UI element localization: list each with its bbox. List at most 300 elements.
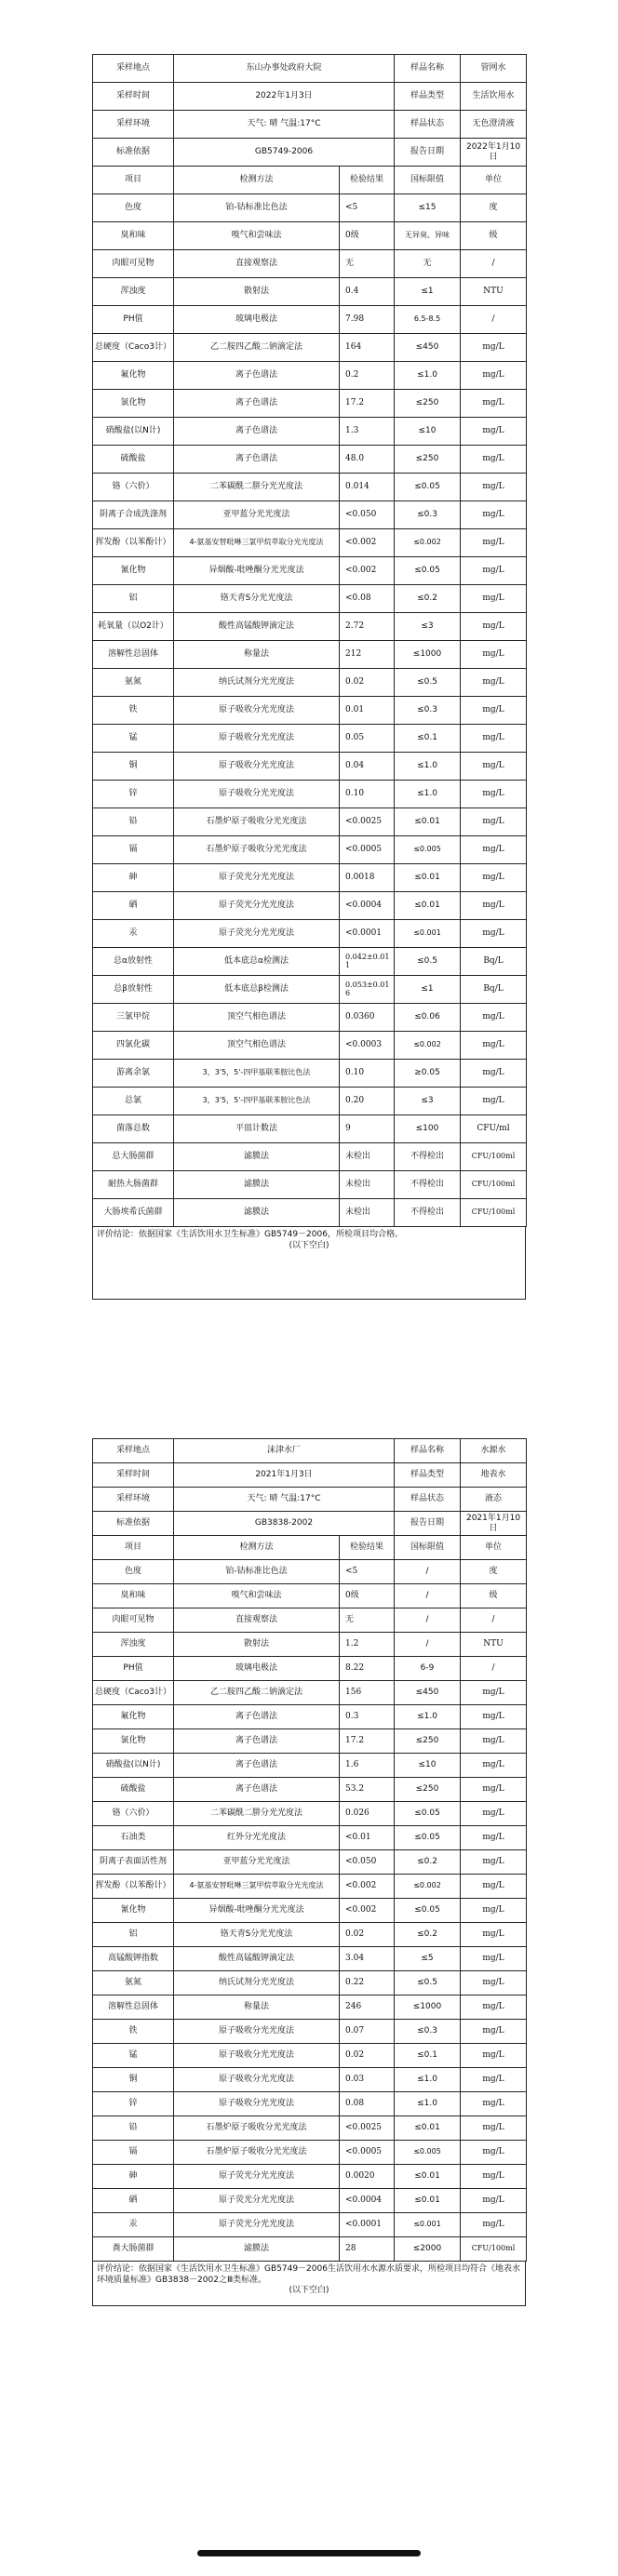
unit: mg/L xyxy=(461,2165,527,2189)
test-item: 汞 xyxy=(93,920,174,948)
test-result: <0.0001 xyxy=(340,2213,395,2237)
unit: mg/L xyxy=(461,1923,527,1947)
unit: mg/L xyxy=(461,390,527,418)
info-value: 管网水 xyxy=(461,55,527,83)
standard-limit: ≤1 xyxy=(395,976,461,1004)
test-result: 9 xyxy=(340,1115,395,1143)
unit: mg/L xyxy=(461,362,527,390)
test-item: 挥发酚（以苯酚计） xyxy=(93,529,174,557)
table-row xyxy=(93,669,527,697)
info-value: 2021年1月10日 xyxy=(461,1512,527,1536)
table-row xyxy=(93,250,527,278)
test-method: 石墨炉原子吸收分光光度法 xyxy=(174,2141,340,2165)
test-method: 离子色谱法 xyxy=(174,446,340,474)
standard-limit: ≤1.0 xyxy=(395,2068,461,2092)
standard-limit: ≤250 xyxy=(395,1729,461,1754)
unit: 度 xyxy=(461,1560,527,1584)
test-method: 离子色谱法 xyxy=(174,390,340,418)
test-method: 低本底总β检测法 xyxy=(174,976,340,1004)
standard-limit: ≤0.05 xyxy=(395,1802,461,1826)
test-method: 铂-钴标准比色法 xyxy=(174,194,340,222)
test-result: 0.014 xyxy=(340,474,395,501)
table-row xyxy=(93,1088,527,1115)
standard-limit: ≤0.1 xyxy=(395,725,461,753)
test-result: <5 xyxy=(340,194,395,222)
test-item: 铅 xyxy=(93,2116,174,2141)
table-row xyxy=(93,1899,527,1923)
test-item: 游离余氯 xyxy=(93,1060,174,1088)
table-row xyxy=(93,1923,527,1947)
test-method: 酸性高锰酸钾滴定法 xyxy=(174,613,340,641)
table-row xyxy=(93,725,527,753)
table-row xyxy=(93,1947,527,1971)
unit: 度 xyxy=(461,194,527,222)
info-value: 2022年1月3日 xyxy=(174,83,395,111)
test-result: 0.02 xyxy=(340,1923,395,1947)
test-item: 铬（六价） xyxy=(93,1802,174,1826)
standard-limit: ≤0.5 xyxy=(395,948,461,976)
standard-limit: ≤0.001 xyxy=(395,920,461,948)
unit: mg/L xyxy=(461,1850,527,1875)
test-item: 铝 xyxy=(93,1923,174,1947)
standard-limit: ≤0.3 xyxy=(395,697,461,725)
test-result: 0级 xyxy=(340,222,395,250)
table-row xyxy=(93,1754,527,1778)
standard-limit: ≤0.01 xyxy=(395,2116,461,2141)
unit: mg/L xyxy=(461,1060,527,1088)
test-item: 锰 xyxy=(93,2044,174,2068)
table-row xyxy=(93,1171,527,1199)
standard-limit: 6-9 xyxy=(395,1657,461,1681)
test-item: 铅 xyxy=(93,808,174,836)
test-item: 锌 xyxy=(93,781,174,808)
table-row xyxy=(93,529,527,557)
info-label: 样品类型 xyxy=(395,1463,461,1488)
test-item: 氯化物 xyxy=(93,1729,174,1754)
info-value: 生活饮用水 xyxy=(461,83,527,111)
column-header-limit: 国标限值 xyxy=(395,1536,461,1560)
table-row xyxy=(93,1826,527,1850)
test-method: 4-氨基安替吡啉三氯甲烷萃取分光光度法 xyxy=(174,1875,340,1899)
test-method: 石墨炉原子吸收分光光度法 xyxy=(174,808,340,836)
standard-limit: / xyxy=(395,1560,461,1584)
table-row xyxy=(93,390,527,418)
test-method: 4-氨基安替吡啉三氯甲烷萃取分光光度法 xyxy=(174,529,340,557)
standard-limit: ≤0.01 xyxy=(395,2189,461,2213)
test-result: <0.0004 xyxy=(340,2189,395,2213)
test-result: 无 xyxy=(340,250,395,278)
test-item: 耐热大肠菌群 xyxy=(93,1171,174,1199)
test-method: 酸性高锰酸钾滴定法 xyxy=(174,1947,340,1971)
test-method: 称量法 xyxy=(174,641,340,669)
table-header-row xyxy=(93,1536,527,1560)
standard-limit: ≤0.06 xyxy=(395,1004,461,1032)
test-item: 高锰酸钾指数 xyxy=(93,1947,174,1971)
standard-limit: ≤450 xyxy=(395,1681,461,1705)
test-item: 总β放射性 xyxy=(93,976,174,1004)
standard-limit: ≤10 xyxy=(395,1754,461,1778)
table-row xyxy=(93,864,527,892)
test-result: 156 xyxy=(340,1681,395,1705)
conclusion-text: 评价结论：依据国家《生活饮用水卫生标准》GB5749－2006生活饮用水水源水质要求，所检项目均符合《地表水环境质量标准》GB3838－2002之Ⅲ类标准。 xyxy=(97,2264,520,2285)
test-result: 0.01 xyxy=(340,697,395,725)
test-method: 原子吸收分光光度法 xyxy=(174,2044,340,2068)
info-row xyxy=(93,1463,527,1488)
test-method: 红外分光光度法 xyxy=(174,1826,340,1850)
info-value: 地表水 xyxy=(461,1463,527,1488)
test-item: 大肠埃希氏菌群 xyxy=(93,1199,174,1227)
test-item: 总α放射性 xyxy=(93,948,174,976)
standard-limit: ≤0.05 xyxy=(395,1826,461,1850)
standard-limit: ≤0.2 xyxy=(395,585,461,613)
test-result: <0.0004 xyxy=(340,892,395,920)
unit: mg/L xyxy=(461,1971,527,1995)
info-value: 水源水 xyxy=(461,1439,527,1463)
test-result: 0.0360 xyxy=(340,1004,395,1032)
test-method: 石墨炉原子吸收分光光度法 xyxy=(174,836,340,864)
info-label: 标准依据 xyxy=(93,139,174,167)
unit: mg/L xyxy=(461,2092,527,2116)
info-value: 2022年1月10日 xyxy=(461,139,527,167)
unit: mg/L xyxy=(461,334,527,362)
standard-limit: ≤0.05 xyxy=(395,1899,461,1923)
table-row xyxy=(93,278,527,306)
unit: mg/L xyxy=(461,2020,527,2044)
report-table xyxy=(92,54,527,1227)
standard-limit: ≤0.5 xyxy=(395,669,461,697)
test-result: 未检出 xyxy=(340,1199,395,1227)
test-item: 铜 xyxy=(93,753,174,781)
test-item: 铜 xyxy=(93,2068,174,2092)
test-result: 0.3 xyxy=(340,1705,395,1729)
test-result: 0.0020 xyxy=(340,2165,395,2189)
table-row xyxy=(93,1875,527,1899)
info-value: GB5749-2006 xyxy=(174,139,395,167)
standard-limit: 无 xyxy=(395,250,461,278)
test-item: 粪大肠菌群 xyxy=(93,2237,174,2262)
test-result: <0.002 xyxy=(340,1875,395,1899)
test-result: <0.0025 xyxy=(340,2116,395,2141)
unit: mg/L xyxy=(461,808,527,836)
column-header-item: 项目 xyxy=(93,1536,174,1560)
column-header-item: 项目 xyxy=(93,167,174,194)
test-result: 0.4 xyxy=(340,278,395,306)
table-row xyxy=(93,1729,527,1754)
test-item: 氟化物 xyxy=(93,362,174,390)
info-label: 报告日期 xyxy=(395,139,461,167)
table-row xyxy=(93,501,527,529)
unit: mg/L xyxy=(461,781,527,808)
info-value: 沫津水厂 xyxy=(174,1439,395,1463)
test-method: 离子色谱法 xyxy=(174,418,340,446)
table-row xyxy=(93,2116,527,2141)
table-row xyxy=(93,1657,527,1681)
unit: CFU/100ml xyxy=(461,1199,527,1227)
test-method: 亚甲蓝分光光度法 xyxy=(174,501,340,529)
standard-limit: ≤0.005 xyxy=(395,2141,461,2165)
test-result: 48.0 xyxy=(340,446,395,474)
test-method: 亚甲蓝分光光度法 xyxy=(174,1850,340,1875)
test-item: 臭和味 xyxy=(93,1584,174,1608)
standard-limit: 不得检出 xyxy=(395,1199,461,1227)
unit: mg/L xyxy=(461,1778,527,1802)
test-item: 总硬度（Caco3计） xyxy=(93,1681,174,1705)
standard-limit: ≤0.2 xyxy=(395,1923,461,1947)
unit: mg/L xyxy=(461,585,527,613)
standard-limit: 6.5-8.5 xyxy=(395,306,461,334)
test-item: 锌 xyxy=(93,2092,174,2116)
test-method: 散射法 xyxy=(174,1633,340,1657)
test-result: 0.053±0.016 xyxy=(340,976,395,1004)
test-item: 肉眼可见物 xyxy=(93,250,174,278)
test-item: 氨氮 xyxy=(93,1971,174,1995)
test-item: 总硬度（Caco3计） xyxy=(93,334,174,362)
unit: mg/L xyxy=(461,529,527,557)
test-item: 硫酸盐 xyxy=(93,1778,174,1802)
conclusion-text: 评价结论：依据国家《生活饮用水卫生标准》GB5749－2006，所检项目均合格。 xyxy=(97,1230,403,1239)
unit: mg/L xyxy=(461,501,527,529)
standard-limit: ≤1.0 xyxy=(395,1705,461,1729)
info-row xyxy=(93,139,527,167)
table-row xyxy=(93,1802,527,1826)
standard-limit: ≤1.0 xyxy=(395,781,461,808)
test-method: 平皿计数法 xyxy=(174,1115,340,1143)
test-result: 0.02 xyxy=(340,669,395,697)
info-row xyxy=(93,1488,527,1512)
unit: CFU/100ml xyxy=(461,2237,527,2262)
test-result: 17.2 xyxy=(340,390,395,418)
test-result: 53.2 xyxy=(340,1778,395,1802)
test-result: 212 xyxy=(340,641,395,669)
info-label: 采样环境 xyxy=(93,1488,174,1512)
test-result: 0.02 xyxy=(340,2044,395,2068)
test-item: 阴离子表面活性剂 xyxy=(93,1850,174,1875)
standard-limit: ≤250 xyxy=(395,390,461,418)
unit: mg/L xyxy=(461,418,527,446)
test-result: <0.01 xyxy=(340,1826,395,1850)
unit: mg/L xyxy=(461,2213,527,2237)
test-method: 原子吸收分光光度法 xyxy=(174,781,340,808)
test-result: 0.07 xyxy=(340,2020,395,2044)
table-row xyxy=(93,2141,527,2165)
standard-limit: / xyxy=(395,1633,461,1657)
test-result: <0.08 xyxy=(340,585,395,613)
test-method: 离子色谱法 xyxy=(174,362,340,390)
standard-limit: ≤0.01 xyxy=(395,808,461,836)
test-item: PH值 xyxy=(93,1657,174,1681)
standard-limit: ≤0.005 xyxy=(395,836,461,864)
test-result: <0.0005 xyxy=(340,2141,395,2165)
table-row xyxy=(93,362,527,390)
test-method: 石墨炉原子吸收分光光度法 xyxy=(174,2116,340,2141)
test-method: 原子荧光分光光度法 xyxy=(174,2213,340,2237)
test-result: 28 xyxy=(340,2237,395,2262)
table-row xyxy=(93,1608,527,1633)
table-row xyxy=(93,2189,527,2213)
table-row xyxy=(93,474,527,501)
test-method: 直接观察法 xyxy=(174,250,340,278)
table-row xyxy=(93,808,527,836)
test-result: 0.0018 xyxy=(340,864,395,892)
unit: Bq/L xyxy=(461,948,527,976)
info-row xyxy=(93,1512,527,1536)
water-quality-report-2 xyxy=(92,1438,526,2306)
info-label: 报告日期 xyxy=(395,1512,461,1536)
test-method: 原子吸收分光光度法 xyxy=(174,2068,340,2092)
standard-limit: ≤0.3 xyxy=(395,501,461,529)
test-method: 称量法 xyxy=(174,1995,340,2020)
test-result: 未检出 xyxy=(340,1171,395,1199)
test-item: 汞 xyxy=(93,2213,174,2237)
test-result: <0.0025 xyxy=(340,808,395,836)
test-result: <0.0001 xyxy=(340,920,395,948)
test-method: 原子荧光分光光度法 xyxy=(174,892,340,920)
test-method: 离子色谱法 xyxy=(174,1705,340,1729)
test-item: 砷 xyxy=(93,2165,174,2189)
unit: mg/L xyxy=(461,1947,527,1971)
test-item: 浑浊度 xyxy=(93,1633,174,1657)
table-row xyxy=(93,697,527,725)
test-method: 原子荧光分光光度法 xyxy=(174,864,340,892)
standard-limit: ≤3 xyxy=(395,613,461,641)
unit: / xyxy=(461,1657,527,1681)
test-item: 三氯甲烷 xyxy=(93,1004,174,1032)
table-row xyxy=(93,585,527,613)
table-row xyxy=(93,1143,527,1171)
table-row xyxy=(93,306,527,334)
table-row xyxy=(93,1850,527,1875)
blank-note: (以下空白) xyxy=(289,1240,329,1250)
test-result: 0.08 xyxy=(340,2092,395,2116)
standard-limit: ≤0.1 xyxy=(395,2044,461,2068)
test-method: 玻璃电极法 xyxy=(174,306,340,334)
standard-limit: ≤1 xyxy=(395,278,461,306)
standard-limit: ≤10 xyxy=(395,418,461,446)
table-row xyxy=(93,892,527,920)
test-item: 色度 xyxy=(93,1560,174,1584)
standard-limit: ≤15 xyxy=(395,194,461,222)
table-row xyxy=(93,1115,527,1143)
test-item: 浑浊度 xyxy=(93,278,174,306)
test-item: 挥发酚（以苯酚计） xyxy=(93,1875,174,1899)
test-method: 原子吸收分光光度法 xyxy=(174,753,340,781)
test-result: 0.2 xyxy=(340,362,395,390)
unit: / xyxy=(461,250,527,278)
unit: mg/L xyxy=(461,2044,527,2068)
test-method: 原子荧光分光光度法 xyxy=(174,2189,340,2213)
table-row xyxy=(93,2068,527,2092)
test-result: <5 xyxy=(340,1560,395,1584)
report-table xyxy=(92,1438,527,2262)
test-item: 镉 xyxy=(93,2141,174,2165)
table-row xyxy=(93,418,527,446)
home-indicator-bar[interactable] xyxy=(197,2550,421,2556)
standard-limit: ≤1000 xyxy=(395,641,461,669)
standard-limit: ≤5 xyxy=(395,1947,461,1971)
test-result: 0.03 xyxy=(340,2068,395,2092)
test-method: 异烟酸-吡唑酮分光光度法 xyxy=(174,1899,340,1923)
table-row xyxy=(93,753,527,781)
info-value: 天气: 晴 气温:17°C xyxy=(174,1488,395,1512)
table-row xyxy=(93,222,527,250)
test-result: 8.22 xyxy=(340,1657,395,1681)
unit: mg/L xyxy=(461,697,527,725)
test-method: 铬天青S分光光度法 xyxy=(174,1923,340,1947)
standard-limit: ≤0.01 xyxy=(395,892,461,920)
test-result: <0.002 xyxy=(340,1899,395,1923)
column-header-unit: 单位 xyxy=(461,1536,527,1560)
unit: mg/L xyxy=(461,1754,527,1778)
test-item: 总大肠菌群 xyxy=(93,1143,174,1171)
table-row xyxy=(93,1199,527,1227)
info-row xyxy=(93,55,527,83)
test-result: 246 xyxy=(340,1995,395,2020)
standard-limit: ≤0.01 xyxy=(395,2165,461,2189)
unit: mg/L xyxy=(461,641,527,669)
test-item: 镉 xyxy=(93,836,174,864)
info-label: 样品名称 xyxy=(395,55,461,83)
standard-limit: ≤0.2 xyxy=(395,1850,461,1875)
test-method: 乙二胺四乙酸二钠滴定法 xyxy=(174,1681,340,1705)
test-item: 锰 xyxy=(93,725,174,753)
test-result: 无 xyxy=(340,1608,395,1633)
test-method: 散射法 xyxy=(174,278,340,306)
test-result: 0.026 xyxy=(340,1802,395,1826)
unit: mg/L xyxy=(461,1705,527,1729)
table-header-row xyxy=(93,167,527,194)
table-row xyxy=(93,2213,527,2237)
info-label: 采样时间 xyxy=(93,1463,174,1488)
test-result: 0.04 xyxy=(340,753,395,781)
unit: mg/L xyxy=(461,920,527,948)
standard-limit: ≤1000 xyxy=(395,1995,461,2020)
test-method: 离子色谱法 xyxy=(174,1778,340,1802)
standard-limit: ≤0.3 xyxy=(395,2020,461,2044)
test-item: 阴离子合成洗涤剂 xyxy=(93,501,174,529)
test-method: 滤膜法 xyxy=(174,1171,340,1199)
test-item: 硝酸盐(以N计) xyxy=(93,418,174,446)
test-method: 低本底总α检测法 xyxy=(174,948,340,976)
table-row xyxy=(93,2237,527,2262)
unit: mg/L xyxy=(461,1802,527,1826)
table-row xyxy=(93,557,527,585)
test-item: 硒 xyxy=(93,2189,174,2213)
info-label: 标准依据 xyxy=(93,1512,174,1536)
test-item: PH值 xyxy=(93,306,174,334)
standard-limit: ≤0.002 xyxy=(395,1032,461,1060)
test-item: 氰化物 xyxy=(93,1899,174,1923)
test-item: 溶解性总固体 xyxy=(93,641,174,669)
unit: mg/L xyxy=(461,1088,527,1115)
unit: mg/L xyxy=(461,1995,527,2020)
test-item: 硒 xyxy=(93,892,174,920)
test-item: 铁 xyxy=(93,2020,174,2044)
column-header-limit: 国标限值 xyxy=(395,167,461,194)
table-row xyxy=(93,976,527,1004)
test-result: 0.22 xyxy=(340,1971,395,1995)
table-row xyxy=(93,1060,527,1088)
unit: mg/L xyxy=(461,557,527,585)
test-method: 离子色谱法 xyxy=(174,1729,340,1754)
unit: mg/L xyxy=(461,2068,527,2092)
standard-limit: ≤100 xyxy=(395,1115,461,1143)
test-method: 纳氏试剂分光光度法 xyxy=(174,1971,340,1995)
table-row xyxy=(93,1778,527,1802)
info-label: 样品状态 xyxy=(395,111,461,139)
table-row xyxy=(93,1004,527,1032)
test-method: 二苯碳酰二肼分光光度法 xyxy=(174,1802,340,1826)
test-method: 铂-钴标准比色法 xyxy=(174,1560,340,1584)
